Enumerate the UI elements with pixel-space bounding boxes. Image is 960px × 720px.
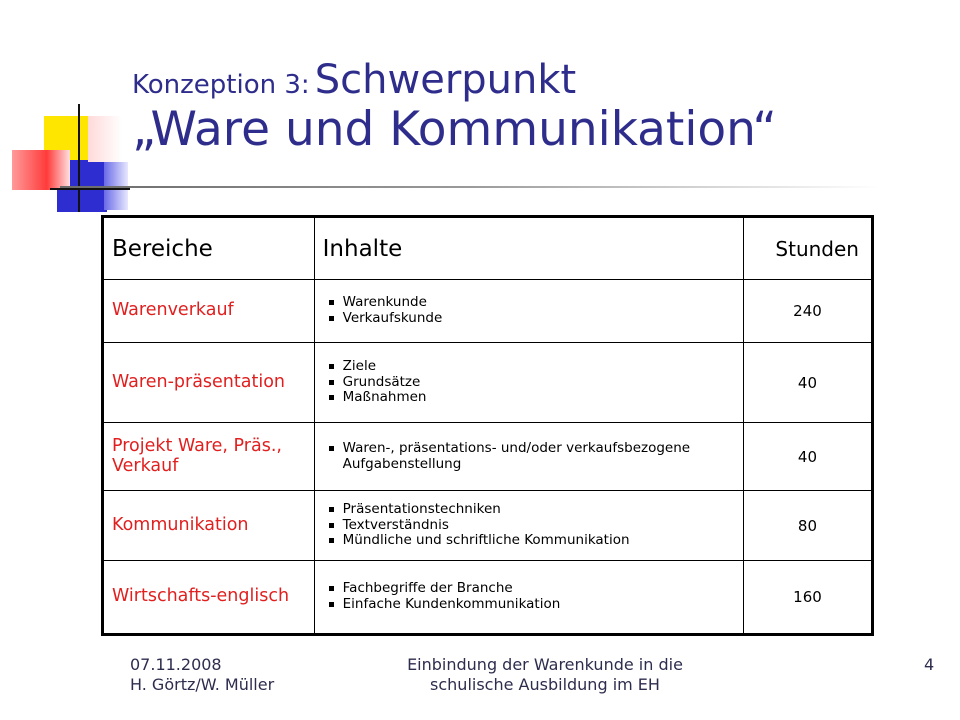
row-hours: 40 <box>743 343 872 423</box>
slide-title <box>132 58 932 156</box>
list-item: Fachbegriffe der Branche <box>327 581 735 597</box>
row-contents <box>314 561 743 635</box>
row-area: Projekt Ware, Präs., Verkauf <box>103 423 315 491</box>
table-row <box>103 423 873 491</box>
header-inhalte: Inhalte <box>314 217 743 280</box>
title-subject: „Ware und Kommunikation“ <box>132 102 777 157</box>
row-hours: 240 <box>743 280 872 343</box>
footer-title-line1: Einbindung der Warenkunde in die <box>407 655 683 674</box>
header-bereiche: Bereiche <box>103 217 315 280</box>
footer-page-number: 4 <box>924 655 935 674</box>
table-row <box>103 343 873 423</box>
list-item: Waren-, präsentations- und/oder verkaufsbezogene Aufgabenstellung <box>327 441 735 472</box>
table-row <box>103 280 873 343</box>
list-item: Maßnahmen <box>327 390 735 406</box>
footer-date-authors <box>130 655 274 695</box>
row-contents <box>314 280 743 343</box>
list-item: Einfache Kundenkommunikation <box>327 597 735 613</box>
row-hours: 40 <box>743 423 872 491</box>
title-main: Schwerpunkt <box>314 57 577 103</box>
footer-presentation-title <box>380 655 710 695</box>
table-header-row <box>103 217 873 280</box>
footer-date: 07.11.2008 <box>130 655 222 674</box>
list-item: Mündliche und schriftliche Kommunikation <box>327 533 735 549</box>
footer-authors: H. Görtz/W. Müller <box>130 675 275 694</box>
list-item: Warenkunde <box>327 295 735 311</box>
row-hours: 160 <box>743 561 872 635</box>
row-area: Wirtschafts-englisch <box>103 561 315 635</box>
row-contents <box>314 343 743 423</box>
table-row <box>103 561 873 635</box>
list-item: Ziele <box>327 359 735 375</box>
list-item: Präsentationstechniken <box>327 502 735 518</box>
table-row <box>103 491 873 561</box>
footer-title-line2: schulische Ausbildung im EH <box>430 675 660 694</box>
row-area: Kommunikation <box>103 491 315 561</box>
list-item: Verkaufskunde <box>327 311 735 327</box>
row-hours: 80 <box>743 491 872 561</box>
curriculum-table <box>101 215 874 636</box>
row-area: Waren-präsentation <box>103 343 315 423</box>
list-item: Textverständnis <box>327 518 735 534</box>
title-divider <box>60 186 880 188</box>
list-item: Grundsätze <box>327 375 735 391</box>
header-stunden: Stunden <box>743 217 872 280</box>
row-contents <box>314 491 743 561</box>
title-prefix: Konzeption 3: <box>132 70 310 100</box>
row-area: Warenverkauf <box>103 280 315 343</box>
row-contents <box>314 423 743 491</box>
